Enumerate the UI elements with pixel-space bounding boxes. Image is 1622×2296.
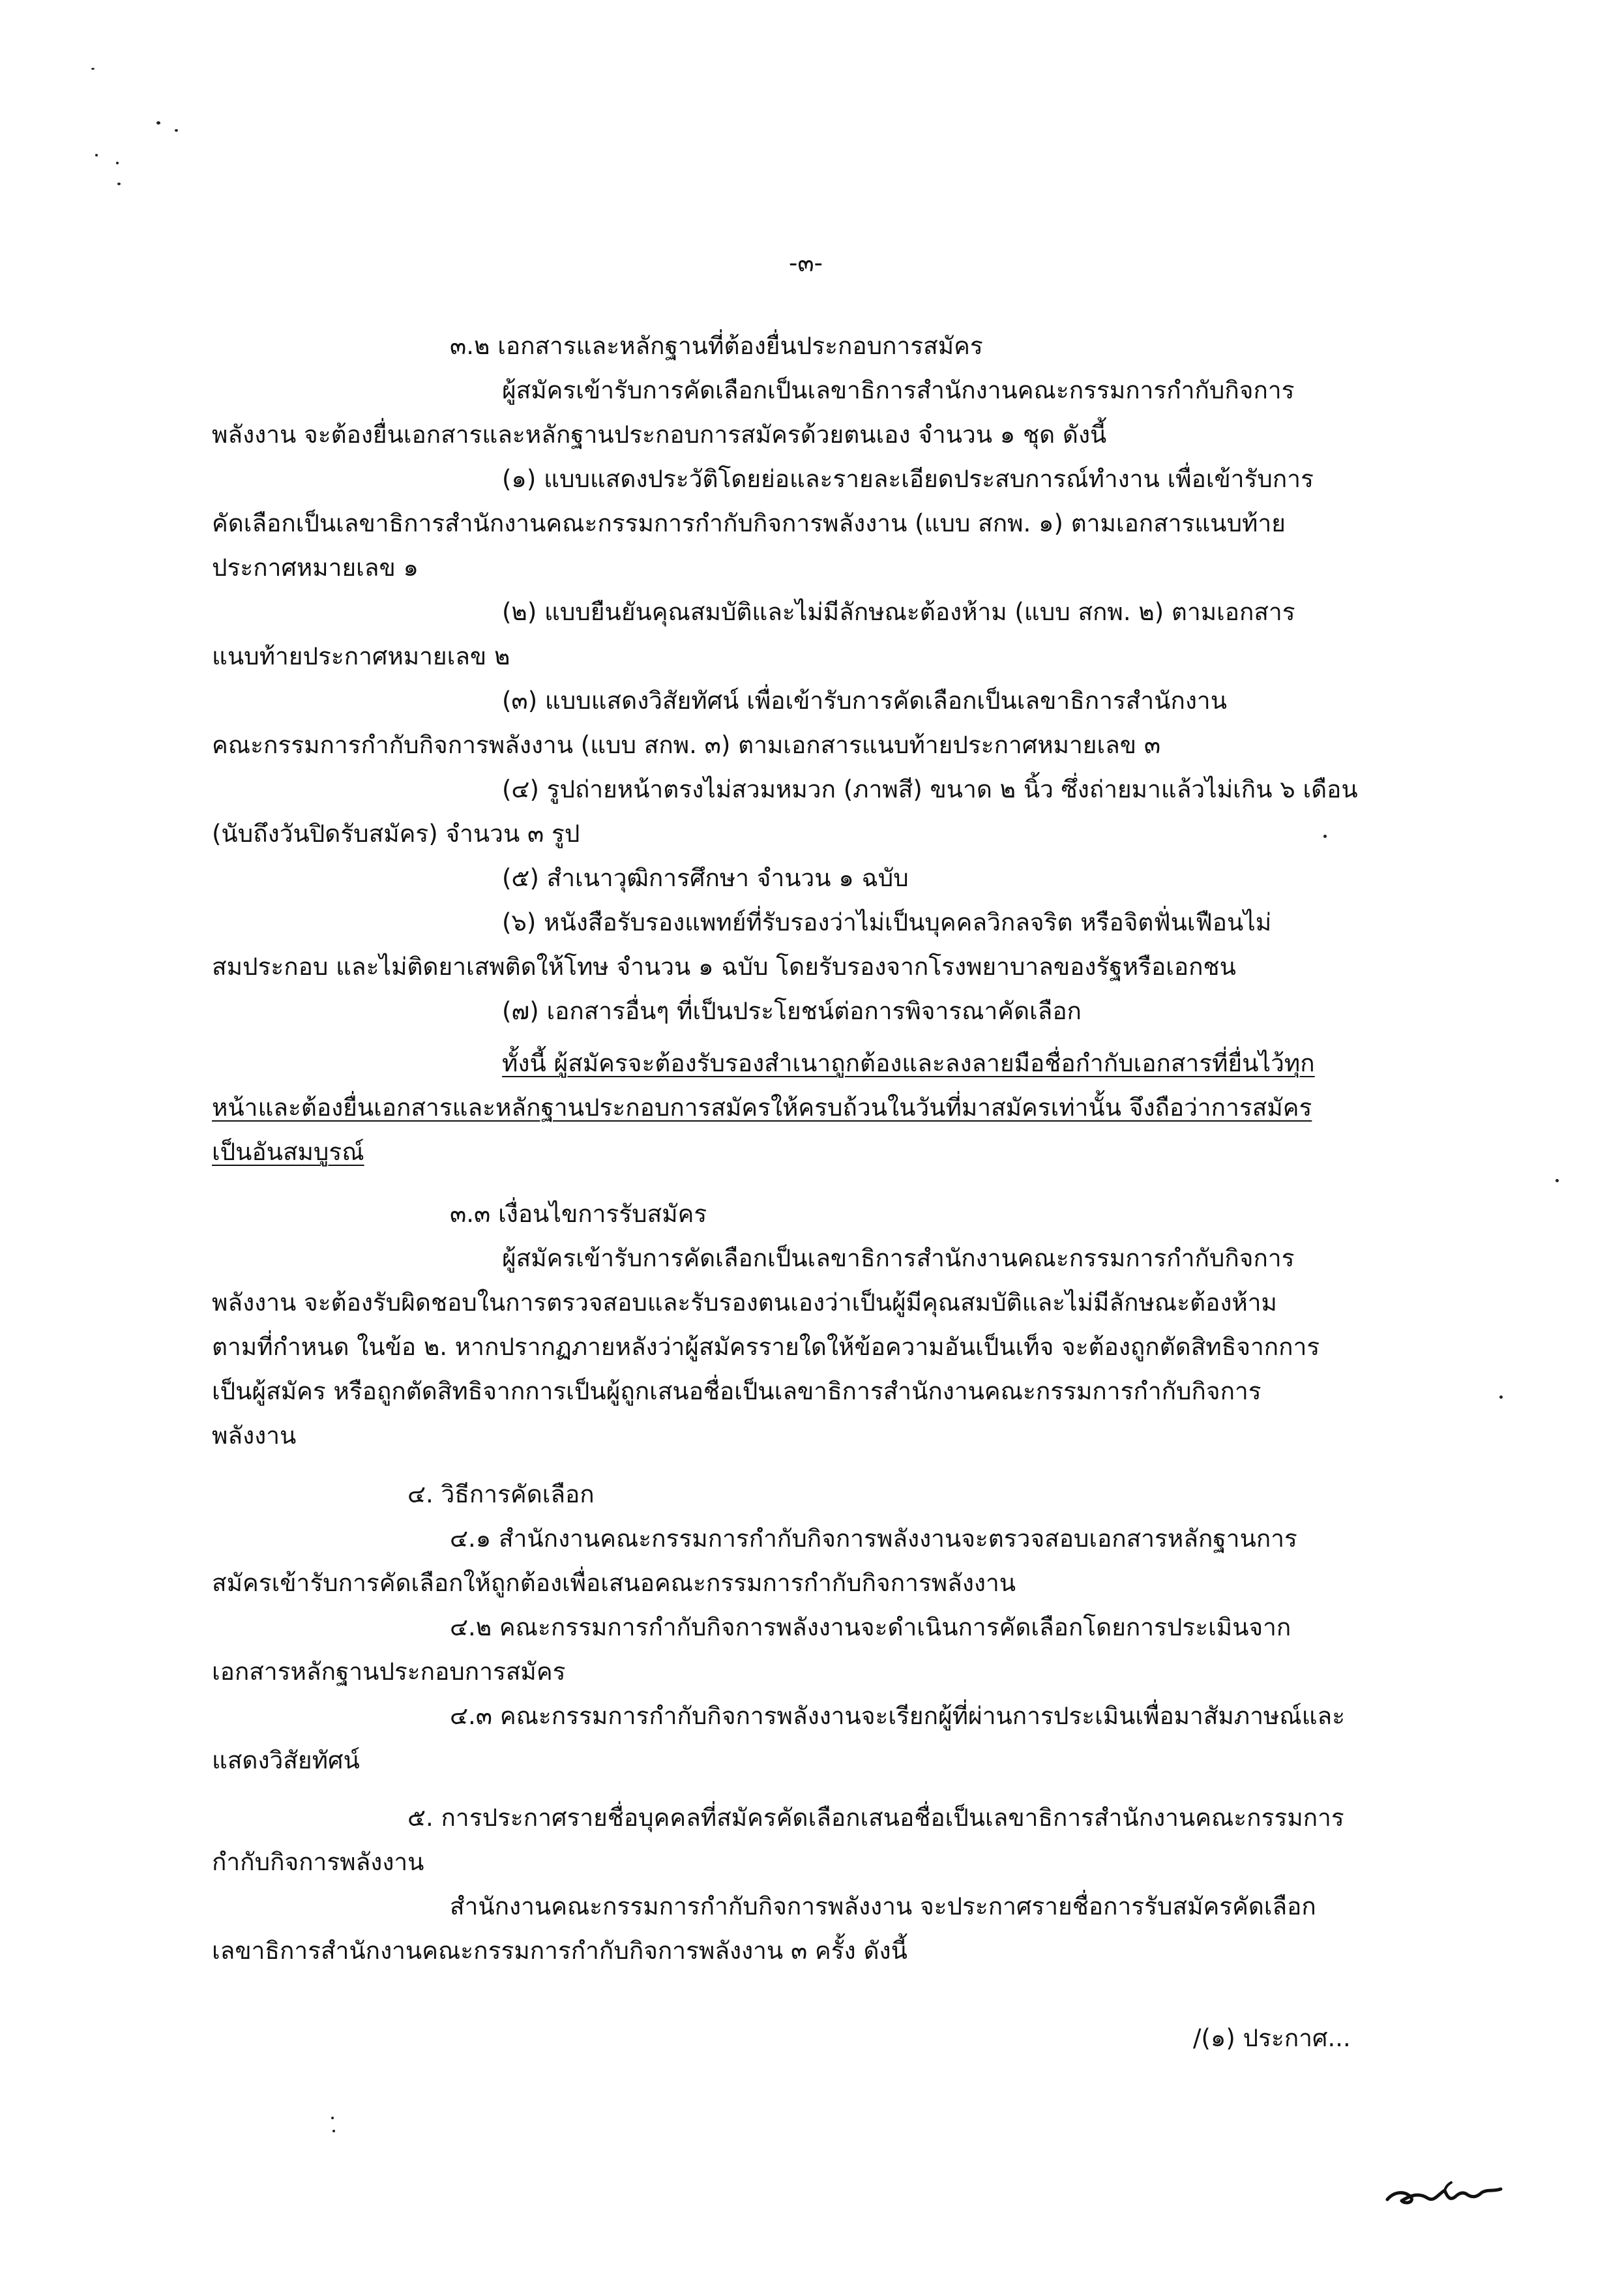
list-item-continuation: แสดงวิสัยทัศน์ xyxy=(212,1746,360,1774)
list-item-continuation: เอกสารหลักฐานประกอบการสมัคร xyxy=(212,1658,566,1686)
list-item: (๒) แบบยืนยันคุณสมบัติและไม่มีลักษณะต้องห้าม (แบบ สกพ. ๒) ตามเอกสาร xyxy=(502,598,1295,626)
section-4-heading: ๔. วิธีการคัดเลือก xyxy=(407,1480,595,1508)
scan-speck xyxy=(91,68,95,70)
underlined-note: เป็นอันสมบูรณ์ xyxy=(212,1138,364,1166)
signature-initials xyxy=(1382,2175,1506,2214)
section-3-3-heading: ๓.๓ เงื่อนไขการรับสมัคร xyxy=(450,1200,707,1228)
underlined-note: ทั้งนี้ ผู้สมัครจะต้องรับรองสำเนาถูกต้องและลงลายมือชื่อกำกับเอกสารที่ยื่นไว้ทุก xyxy=(502,1049,1315,1077)
scan-speck xyxy=(332,2130,335,2132)
paragraph-line: ผู้สมัครเข้ารับการคัดเลือกเป็นเลขาธิการสำนักงานคณะกรรมการกำกับกิจการ xyxy=(502,376,1295,404)
continuation-marker: /(๑) ประกาศ... xyxy=(1193,2024,1351,2052)
scan-speck xyxy=(1499,1395,1503,1399)
list-item: ๔.๑ สำนักงานคณะกรรมการกำกับกิจการพลังงานจะตรวจสอบเอกสารหลักฐานการ xyxy=(450,1525,1297,1553)
list-item-continuation: แนบท้ายประกาศหมายเลข ๒ xyxy=(212,642,510,670)
scan-speck xyxy=(95,154,98,157)
list-item-continuation: (นับถึงวันปิดรับสมัคร) จำนวน ๓ รูป xyxy=(212,820,580,848)
paragraph-line: พลังงาน xyxy=(212,1422,297,1450)
underlined-note: หน้าและต้องยื่นเอกสารและหลักฐานประกอบการสมัครให้ครบถ้วนในวันที่มาสมัครเท่านั้น จึงถือว่าการสมัคร xyxy=(212,1094,1312,1122)
scan-speck xyxy=(156,121,160,125)
list-item-continuation: สมัครเข้ารับการคัดเลือกให้ถูกต้องเพื่อเสนอคณะกรรมการกำกับกิจการพลังงาน xyxy=(212,1569,1016,1597)
list-item-continuation: สมประกอบ และไม่ติดยาเสพติดให้โทษ จำนวน ๑ ฉบับ โดยรับรองจากโรงพยาบาลของรัฐหรือเอกชน xyxy=(212,953,1236,981)
list-item: ๔.๓ คณะกรรมการกำกับกิจการพลังงานจะเรียกผู้ที่ผ่านการประเมินเพื่อมาสัมภาษณ์และ xyxy=(450,1702,1346,1730)
list-item: (๕) สำเนาวุฒิการศึกษา จำนวน ๑ ฉบับ xyxy=(502,864,909,892)
list-item: (๔) รูปถ่ายหน้าตรงไม่สวมหมวก (ภาพสี) ขนาด ๒ นิ้ว ซึ่งถ่ายมาแล้วไม่เกิน ๖ เดือน xyxy=(502,775,1358,803)
scan-speck xyxy=(175,129,178,132)
section-5-heading: ๕. การประกาศรายชื่อบุคคลที่สมัครคัดเลือกเสนอชื่อเป็นเลขาธิการสำนักงานคณะกรรมการ xyxy=(407,1804,1344,1832)
scan-speck xyxy=(1323,835,1327,838)
section-5-heading-continuation: กำกับกิจการพลังงาน xyxy=(212,1848,424,1876)
list-item: (๑) แบบแสดงประวัติโดยย่อและรายละเอียดประสบการณ์ทำงาน เพื่อเข้ารับการ xyxy=(502,465,1314,493)
paragraph-line: พลังงาน จะต้องรับผิดชอบในการตรวจสอบและรับรองตนเองว่าเป็นผู้มีคุณสมบัติและไม่มีลักษณะต้องห้าม xyxy=(212,1289,1277,1317)
paragraph-line: เลขาธิการสำนักงานคณะกรรมการกำกับกิจการพลังงาน ๓ ครั้ง ดังนี้ xyxy=(212,1937,907,1965)
paragraph-line: สำนักงานคณะกรรมการกำกับกิจการพลังงาน จะประกาศรายชื่อการรับสมัครคัดเลือก xyxy=(450,1892,1316,1920)
list-item-continuation: ประกาศหมายเลข ๑ xyxy=(212,554,419,582)
list-item: (๓) แบบแสดงวิสัยทัศน์ เพื่อเข้ารับการคัดเลือกเป็นเลขาธิการสำนักงาน xyxy=(502,687,1227,715)
section-3-2-heading: ๓.๒ เอกสารและหลักฐานที่ต้องยื่นประกอบการสมัคร xyxy=(450,332,983,360)
paragraph-line: ผู้สมัครเข้ารับการคัดเลือกเป็นเลขาธิการสำนักงานคณะกรรมการกำกับกิจการ xyxy=(502,1244,1295,1272)
paragraph-line: เป็นผู้สมัคร หรือถูกตัดสิทธิจากการเป็นผู้ถูกเสนอชื่อเป็นเลขาธิการสำนักงานคณะกรรมการกำกับกิจการ xyxy=(212,1377,1261,1405)
paragraph-line: ตามที่กำหนด ในข้อ ๒. หากปรากฏภายหลังว่าผู้สมัครรายใดให้ข้อความอันเป็นเท็จ จะต้องถูกตัดสิทธิจากการ xyxy=(212,1333,1320,1361)
paragraph-line: พลังงาน จะต้องยื่นเอกสารและหลักฐานประกอบการสมัครด้วยตนเอง จำนวน ๑ ชุด ดังนี้ xyxy=(212,421,1107,449)
list-item: ๔.๒ คณะกรรมการกำกับกิจการพลังงานจะดำเนินการคัดเลือกโดยการประเมินจาก xyxy=(450,1613,1291,1641)
list-item: (๗) เอกสารอื่นๆ ที่เป็นประโยชน์ต่อการพิจารณาคัดเลือก xyxy=(502,997,1082,1025)
list-item-continuation: คัดเลือกเป็นเลขาธิการสำนักงานคณะกรรมการกำกับกิจการพลังงาน (แบบ สกพ. ๑) ตามเอกสารแนบท้าย xyxy=(212,509,1286,537)
scan-speck xyxy=(1556,1179,1559,1182)
scan-speck xyxy=(116,162,119,164)
scan-speck xyxy=(331,2117,334,2119)
page-number: -๓- xyxy=(789,249,823,277)
list-item: (๖) หนังสือรับรองแพทย์ที่รับรองว่าไม่เป็นบุคคลวิกลจริต หรือจิตฟั่นเฟือนไม่ xyxy=(502,908,1272,936)
scan-speck xyxy=(117,183,121,185)
list-item-continuation: คณะกรรมการกำกับกิจการพลังงาน (แบบ สกพ. ๓) ตามเอกสารแนบท้ายประกาศหมายเลข ๓ xyxy=(212,731,1161,759)
